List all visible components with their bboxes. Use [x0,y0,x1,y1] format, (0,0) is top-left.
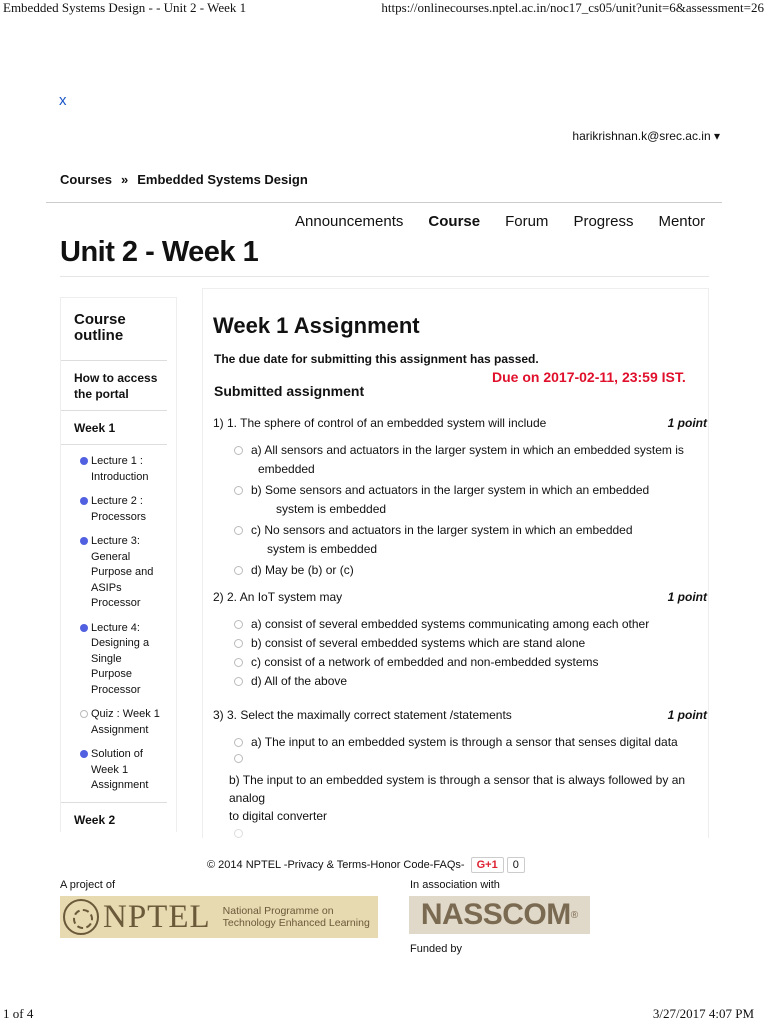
sidebar-lesson-2[interactable] [61,491,167,531]
sidebar-title: Course outline [61,298,167,361]
lesson-label: Lecture 4: Designing a Single Purpose Processor [91,621,150,696]
completed-dot-icon [80,537,88,545]
question-points: 1 point [667,708,707,722]
question-3 [213,708,707,837]
tab-mentor[interactable]: Mentor [658,213,706,230]
tab-progress[interactable]: Progress [573,213,634,230]
sidebar-item-week1[interactable]: Week 1 [61,411,167,445]
radio-icon[interactable] [234,754,243,763]
print-header-title: Embedded Systems Design - - Unit 2 - Week 1 [3,0,247,15]
print-footer-datetime: 3/27/2017 4:07 PM [652,1006,754,1021]
question-text: 1) 1. The sphere of control of an embedded system will include [213,416,547,430]
lesson-label: Quiz : Week 1 Assignment [91,708,160,736]
completed-dot-icon [80,624,88,632]
nptel-emblem-icon [63,899,99,935]
radio-icon[interactable] [234,829,243,838]
option-3b-text[interactable]: b) The input to an embedded system is through a sensor that is always followed by an analog to digital converter [229,773,686,823]
nptel-logo-word: NPTEL [103,898,211,935]
breadcrumb [60,172,308,187]
submitted-heading: Submitted assignment [214,383,365,399]
radio-icon[interactable] [234,566,243,575]
sidebar-item-week2[interactable]: Week 2 [74,812,116,827]
option-1b[interactable]: b) Some sensors and actuators in the larger system in which an embedded system is embedded [213,481,707,519]
radio-icon[interactable] [234,486,243,495]
radio-icon[interactable] [234,658,243,667]
breadcrumb-divider [46,202,722,203]
footer-links [207,857,525,873]
course-nav-tabs [295,211,730,232]
footer-separator: - [429,859,434,871]
option-2b[interactable]: b) consist of several embedded systems which are stand alone [213,634,707,653]
option-2c[interactable]: c) consist of a network of embedded and non-embedded systems [213,653,707,672]
question-text: 3) 3. Select the maximally correct statement /statements [213,708,512,722]
completed-dot-icon [80,750,88,758]
lesson-label: Lecture 1 : Introduction [91,455,149,483]
radio-icon[interactable] [234,639,243,648]
option-1c[interactable]: c) No sensors and actuators in the larger system in which an embedded system is embedded [213,521,707,559]
radio-icon[interactable] [234,620,243,629]
footer-separator: - [460,859,465,871]
privacy-link[interactable]: Privacy & Terms [287,859,367,871]
nasscom-logo[interactable] [409,896,590,934]
association-label: In association with [410,879,500,891]
assignment-title: Week 1 Assignment [213,313,420,338]
nptel-logo[interactable] [60,896,378,938]
copyright-text: © 2014 NPTEL - [207,859,288,871]
funded-label: Funded by [410,943,462,955]
lesson-label: Lecture 3: General Purpose and ASIPs Processor [91,535,154,609]
option-2d[interactable]: d) All of the above [213,672,707,691]
user-menu[interactable]: harikrishnan.k@srec.ac.in ▾ [572,129,720,143]
due-date: Due on 2017-02-11, 23:59 IST. [492,369,686,385]
completed-dot-icon [80,457,88,465]
google-plus-count: 0 [507,857,525,873]
incomplete-dot-icon [80,710,88,718]
radio-icon[interactable] [234,738,243,747]
option-3b-radio-row[interactable] [213,752,707,771]
faqs-link[interactable]: FAQs [433,859,461,871]
tab-course[interactable]: Course [428,213,481,230]
sidebar-lesson-1[interactable] [61,451,167,491]
footer-separator: - [366,859,371,871]
nptel-logo-subtitle: National Programme on Technology Enhanced Learning [222,905,370,929]
lesson-label: Lecture 2 : Processors [91,495,147,523]
title-divider [60,276,709,277]
radio-icon[interactable] [234,446,243,455]
nasscom-logo-word: NASSCOM [420,898,571,931]
due-passed-notice: The due date for submitting this assignment has passed. [214,352,539,366]
print-header-url: https://onlinecourses.nptel.ac.in/noc17_cs05/unit?unit=6&assessment=26 [381,0,764,15]
option-2a[interactable]: a) consist of several embedded systems communicating among each other [213,615,707,634]
radio-icon[interactable] [234,526,243,535]
project-label: A project of [60,879,116,891]
question-2 [213,590,707,691]
honor-code-link[interactable]: Honor Code [370,859,430,871]
print-footer-page: 1 of 4 [3,1006,34,1021]
radio-icon[interactable] [234,677,243,686]
option-3a[interactable]: a) The input to an embedded system is through a sensor that senses digital data [213,733,707,752]
tab-forum[interactable]: Forum [505,213,549,230]
lesson-label: Solution of Week 1 Assignment [91,748,149,791]
question-1 [213,416,707,580]
question-points: 1 point [667,590,707,604]
page-title: Unit 2 - Week 1 [60,236,259,268]
sidebar-lesson-3[interactable] [61,531,167,618]
registered-mark: ® [570,909,579,921]
sidebar-item-portal[interactable]: How to access the portal [61,361,167,411]
option-1d[interactable]: d) May be (b) or (c) [213,561,707,580]
option-1a[interactable]: a) All sensors and actuators in the larger system in which an embedded system is embedded [213,441,707,479]
sidebar-lesson-4[interactable] [61,618,167,705]
sidebar-solution-week1[interactable] [61,744,167,800]
assignment-panel [202,288,709,838]
breadcrumb-separator: » [121,172,129,187]
course-outline-sidebar [60,297,177,832]
tab-announcements[interactable]: Announcements [295,213,404,230]
week1-lesson-list [61,445,167,803]
question-text: 2) 2. An IoT system may [213,590,343,604]
close-icon[interactable]: x [59,92,67,109]
completed-dot-icon [80,497,88,505]
site-logo[interactable] [44,122,130,152]
breadcrumb-courses[interactable]: Courses [60,172,113,187]
google-plus-button[interactable]: G+1 [471,857,504,873]
question-points: 1 point [667,416,707,430]
breadcrumb-course[interactable]: Embedded Systems Design [137,172,308,187]
sidebar-quiz-week1[interactable] [61,704,167,744]
